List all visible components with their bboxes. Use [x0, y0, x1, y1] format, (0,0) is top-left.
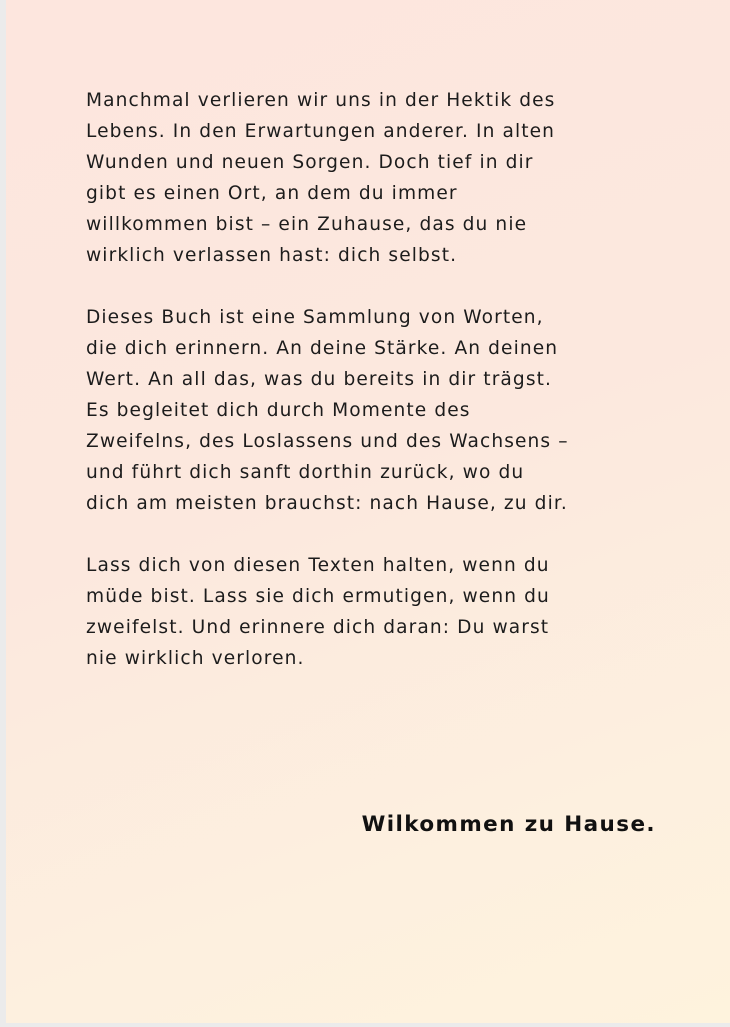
paragraph-2 — [86, 302, 666, 519]
text-line: Manchmal verlieren wir uns in der Hektik des — [86, 90, 556, 111]
text-line: Es begleitet dich durch Momente des — [86, 400, 471, 421]
closing-line: Wilkommen zu Hause. — [361, 812, 656, 837]
text-line: Wunden und neuen Sorgen. Doch tief in dir — [86, 152, 534, 173]
text-line: Zweifelns, des Loslassens und des Wachsens – — [86, 431, 569, 452]
text-line: Lass dich von diesen Texten halten, wenn du — [86, 555, 550, 576]
text-line: nie wirklich verloren. — [86, 648, 305, 669]
document-page — [6, 0, 730, 1023]
text-line: Dieses Buch ist eine Sammlung von Worten, — [86, 307, 544, 328]
text-line: Wert. An all das, was du bereits in dir trägst. — [86, 369, 553, 390]
paragraph-3 — [86, 550, 666, 674]
text-line: willkommen bist – ein Zuhause, das du nie — [86, 214, 528, 235]
text-line: zweifelst. Und erinnere dich daran: Du warst — [86, 617, 550, 638]
paragraph-1 — [86, 85, 666, 271]
text-line: und führt dich sanft dorthin zurück, wo du — [86, 462, 525, 483]
text-line: dich am meisten brauchst: nach Hause, zu dir. — [86, 493, 568, 514]
text-line: die dich erinnern. An deine Stärke. An deinen — [86, 338, 559, 359]
text-line: Lebens. In den Erwartungen anderer. In alten — [86, 121, 556, 142]
text-line: müde bist. Lass sie dich ermutigen, wenn du — [86, 586, 550, 607]
body-text — [86, 85, 666, 705]
text-line: gibt es einen Ort, an dem du immer — [86, 183, 458, 204]
text-line: wirklich verlassen hast: dich selbst. — [86, 245, 458, 266]
